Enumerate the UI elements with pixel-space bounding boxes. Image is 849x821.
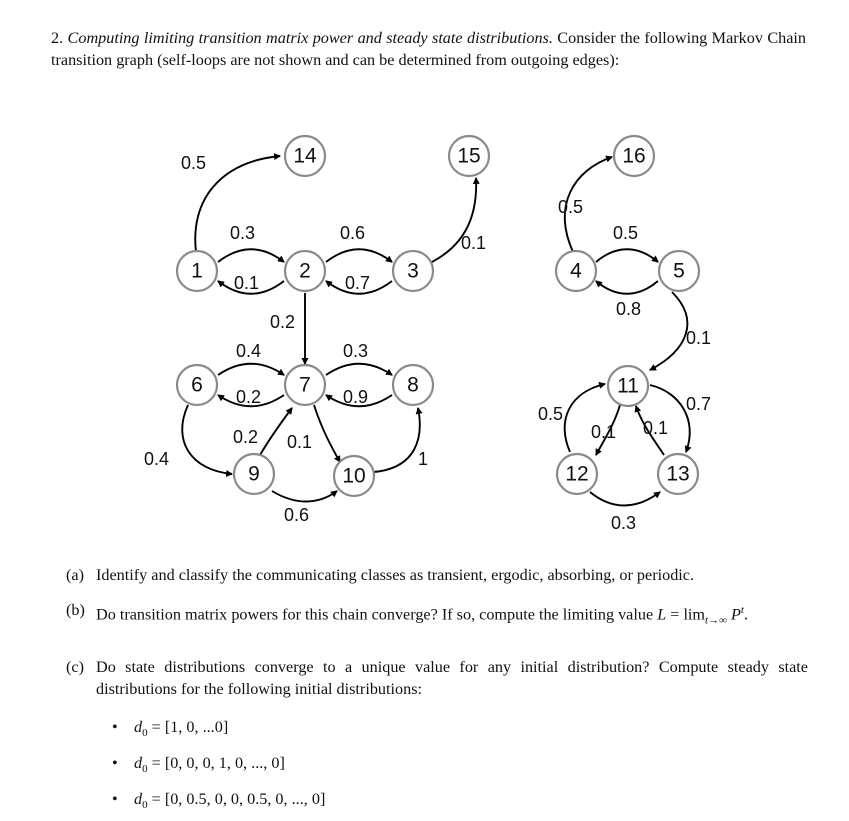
edge-label-4-16: 0.5 (558, 197, 584, 217)
edge-label-3-2: 0.7 (345, 273, 371, 293)
initial-distribution-item: • $d_0 = [0$, 0.5, 0, 0, 0.5, 0, ..., 0] (112, 784, 325, 820)
edge-label-3-15: 0.1 (461, 233, 487, 253)
node-14 (285, 136, 325, 176)
part-c (66, 656, 808, 700)
svg-text:7: 7 (299, 373, 311, 397)
node-7 (285, 365, 325, 405)
edge-label-2-1: 0.1 (234, 273, 260, 293)
node-15 (449, 136, 489, 176)
edge-label-5-11: 0.1 (686, 328, 712, 348)
part-c-label: (c) (66, 658, 84, 676)
part-b-question: Do transition matrix powers for this chain converge? If so, compute the limiting value (96, 605, 658, 624)
svg-text:16: 16 (622, 144, 646, 168)
edge-label-11-12: 0.1 (591, 422, 617, 442)
edge-5-11 (650, 292, 687, 370)
edge-label-7-10: 0.1 (287, 432, 313, 452)
problem-number: 2. (51, 29, 64, 47)
edge-label-2-7: 0.2 (270, 312, 296, 332)
svg-text:10: 10 (342, 464, 366, 488)
edge-label-5-4: 0.8 (616, 299, 642, 319)
part-b-text (96, 599, 808, 632)
edge-label-9-7: 0.2 (233, 427, 259, 447)
node-2 (285, 251, 325, 291)
problem-intro-text: Consider the following Markov Chain transition graph (self-loops are not shown and can be determined from outgoing edges): (51, 29, 806, 69)
node-3 (393, 251, 433, 291)
node-10 (334, 456, 374, 496)
svg-text:4: 4 (570, 259, 582, 283)
dist-sub: 0 (142, 727, 148, 740)
node-6 (177, 365, 217, 405)
node-5 (659, 251, 699, 291)
edge-label-6-9: 0.4 (144, 449, 170, 469)
svg-text:8: 8 (407, 373, 419, 397)
edge-label-8-7: 0.9 (343, 387, 369, 407)
dist-value: [1, 0, ...0] (164, 718, 229, 736)
dist-var: d (134, 790, 143, 809)
edge-12-13 (590, 492, 660, 506)
dist-value: [0, 0, 0, 1, 0, ..., 0] (164, 754, 285, 773)
edge-1-2 (218, 249, 284, 262)
node-16 (614, 136, 654, 176)
math-lim-sub: t→∞ (705, 614, 727, 627)
dist-sub: 0 (142, 763, 148, 776)
edge-label-1-2: 0.3 (230, 223, 256, 243)
math-P: P (730, 605, 741, 624)
edge-9-10 (272, 491, 337, 502)
edge-label-7-6: 0.2 (236, 387, 262, 407)
part-b (66, 599, 808, 632)
node-13 (658, 454, 698, 494)
edge-label-12-11: 0.5 (538, 404, 564, 424)
initial-distribution-item: • $d_0 = [0$, 0, 0, 1, 0, ..., 0] (112, 748, 325, 784)
svg-text:13: 13 (666, 462, 690, 486)
svg-text:12: 12 (565, 462, 589, 486)
svg-text:6: 6 (191, 373, 203, 397)
node-1 (177, 251, 217, 291)
edge-4-5 (596, 249, 658, 262)
edge-6-7 (218, 364, 284, 375)
edge-label-7-8: 0.3 (343, 341, 369, 361)
math-P-sup: t (740, 604, 744, 616)
svg-text:9: 9 (248, 462, 260, 486)
edge-5-4 (596, 281, 658, 294)
node-8 (393, 365, 433, 405)
part-a-label: (a) (66, 566, 84, 584)
svg-text:15: 15 (457, 144, 481, 168)
edge-label-2-3: 0.6 (340, 223, 366, 243)
bullet-icon: • (112, 790, 118, 809)
edge-label-9-10: 0.6 (284, 505, 310, 525)
initial-distribution-list (112, 712, 325, 821)
svg-text:3: 3 (407, 259, 419, 283)
dist-value: [0, 0.5, 0, 0, 0.5, 0, ..., 0] (164, 790, 326, 809)
node-11 (608, 366, 648, 406)
math-L: L (657, 605, 667, 624)
math-period: . (743, 605, 748, 624)
dist-var: d (134, 754, 143, 773)
edge-7-10 (314, 405, 340, 462)
part-c-text: Do state distributions converge to a unique value for any initial distribution? Compute steady state distributions for the following initial distributions: (96, 658, 808, 698)
edge-label-13-11: 0.1 (643, 418, 669, 438)
part-a-text: Identify and classify the communicating classes as transient, ergodic, absorbing, or periodic. (96, 566, 695, 584)
svg-text:14: 14 (293, 144, 317, 168)
edge-6-9 (182, 405, 232, 474)
node-12 (557, 454, 597, 494)
svg-text:5: 5 (673, 259, 685, 283)
svg-text:2: 2 (299, 259, 311, 283)
edge-label-10-8: 1 (418, 449, 429, 469)
part-a (66, 564, 808, 586)
dist-sub: 0 (142, 799, 148, 812)
edge-label-4-5: 0.5 (613, 223, 639, 243)
initial-distribution-item: • $d_0 = [1$, 0, ...0] (112, 712, 325, 748)
edge-label-1-14: 0.5 (181, 153, 207, 173)
edge-7-8 (326, 364, 392, 375)
edge-label-11-13: 0.7 (686, 394, 712, 414)
part-b-label: (b) (66, 601, 85, 619)
node-9 (234, 454, 274, 494)
edge-10-8 (374, 408, 420, 472)
svg-text:1: 1 (191, 259, 203, 283)
bullet-icon: • (112, 754, 118, 773)
math-equals: = (666, 605, 684, 624)
edge-label-6-7: 0.4 (236, 341, 262, 361)
svg-text:11: 11 (617, 374, 639, 398)
edge-label-12-13: 0.3 (611, 513, 637, 533)
node-4 (556, 251, 596, 291)
bullet-icon: • (112, 718, 118, 736)
edge-2-3 (326, 249, 392, 262)
problem-title: Computing limiting transition matrix power and steady state distributions. (67, 29, 553, 47)
dist-var: d (134, 718, 143, 736)
math-lim: lim (683, 605, 706, 624)
